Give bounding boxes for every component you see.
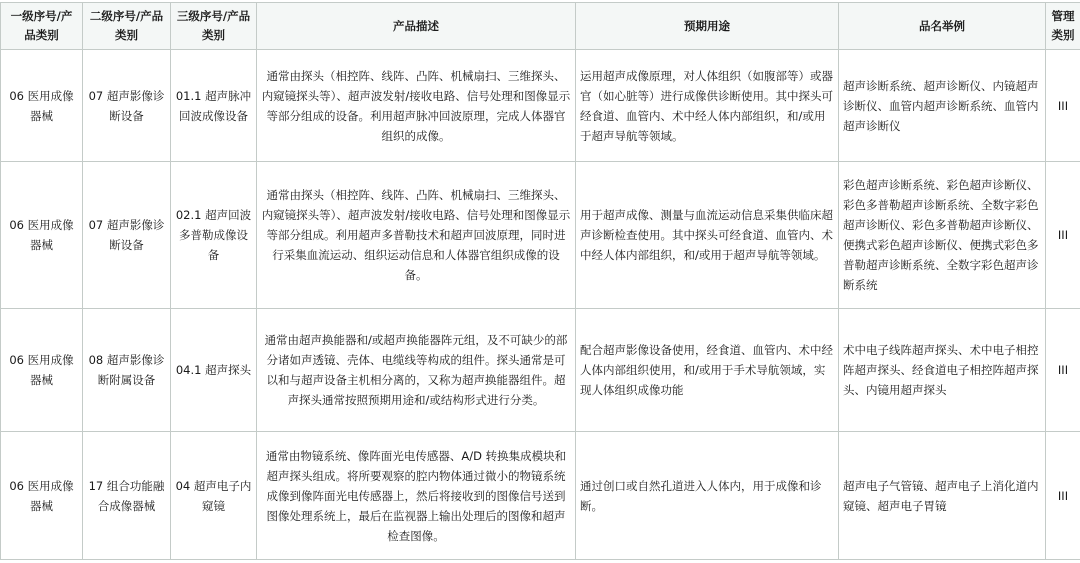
cell-intended-use: 配合超声影像设备使用，经食道、血管内、术中经人体内部组织使用，和/或用于手术导航领域，实现人体组织成像功能	[576, 309, 839, 432]
cell-examples: 术中电子线阵超声探头、术中电子相控阵超声探头、经食道电子相控阵超声探头、内镜用超声探头	[839, 309, 1046, 432]
cell-level1: 06 医用成像器械	[1, 50, 83, 162]
table-row	[1, 432, 1080, 560]
header-examples: 品名举例	[839, 3, 1046, 50]
table-row	[1, 162, 1080, 309]
header-level2: 二级序号/产品类别	[83, 3, 171, 50]
cell-level2: 17 组合功能融合成像器械	[83, 432, 171, 560]
cell-examples: 超声电子气管镜、超声电子上消化道内窥镜、超声电子胃镜	[839, 432, 1046, 560]
cell-level2: 07 超声影像诊断设备	[83, 50, 171, 162]
cell-management: III	[1046, 309, 1080, 432]
cell-intended-use: 用于超声成像、测量与血流运动信息采集供临床超声诊断检查使用。其中探头可经食道、血管内、术中经人体内部组织，和/或用于超声导航等领域。	[576, 162, 839, 309]
table-row	[1, 50, 1080, 162]
cell-level3: 02.1 超声回波多普勒成像设备	[171, 162, 257, 309]
cell-management: III	[1046, 432, 1080, 560]
table-row	[1, 309, 1080, 432]
cell-description: 通常由超声换能器和/或超声换能器阵元组，及不可缺少的部分诸如声透镜、壳体、电缆线等构成的组件。探头通常是可以和与超声设备主机相分离的，又称为超声换能器组件。超声探头通常按照预期用途和/或结构形式进行分类。	[257, 309, 576, 432]
cell-level1: 06 医用成像器械	[1, 309, 83, 432]
header-level3: 三级序号/产品类别	[171, 3, 257, 50]
cell-description: 通常由探头（相控阵、线阵、凸阵、机械扇扫、三维探头、内窥镜探头等）、超声波发射/接收电路、信号处理和图像显示等部分组成。利用超声多普勒技术和超声回波原理，同时进行采集血流运动、组织运动信息和人体器官组织成像的设备。	[257, 162, 576, 309]
cell-examples: 超声诊断系统、超声诊断仪、内镜超声诊断仪、血管内超声诊断系统、血管内超声诊断仪	[839, 50, 1046, 162]
cell-intended-use: 运用超声成像原理，对人体组织（如腹部等）或器官（如心脏等）进行成像供诊断使用。其中探头可经食道、血管内、术中经人体内部组织，和/或用于超声导航等领域。	[576, 50, 839, 162]
cell-level2: 07 超声影像诊断设备	[83, 162, 171, 309]
cell-description: 通常由物镜系统、像阵面光电传感器、A/D 转换集成模块和超声探头组成。将所要观察的腔内物体通过微小的物镜系统成像到像阵面光电传感器上，然后将接收到的图像信号送到图像处理系统上，最后在监视器上输出处理后的图像和超声检查图像。	[257, 432, 576, 560]
header-description: 产品描述	[257, 3, 576, 50]
cell-intended-use: 通过创口或自然孔道进入人体内，用于成像和诊断。	[576, 432, 839, 560]
cell-management: III	[1046, 50, 1080, 162]
classification-table	[0, 2, 1080, 560]
header-management: 管理类别	[1046, 3, 1080, 50]
cell-level3: 01.1 超声脉冲回波成像设备	[171, 50, 257, 162]
cell-description: 通常由探头（相控阵、线阵、凸阵、机械扇扫、三维探头、内窥镜探头等）、超声波发射/接收电路、信号处理和图像显示等部分组成的设备。利用超声脉冲回波原理，完成人体器官组织的成像。	[257, 50, 576, 162]
cell-level1: 06 医用成像器械	[1, 162, 83, 309]
cell-examples: 彩色超声诊断系统、彩色超声诊断仪、彩色多普勒超声诊断系统、全数字彩色超声诊断仪、彩色多普勒超声诊断仪、便携式彩色超声诊断仪、便携式彩色多普勒超声诊断系统、全数字彩色超声诊断系统	[839, 162, 1046, 309]
cell-level3: 04.1 超声探头	[171, 309, 257, 432]
cell-management: III	[1046, 162, 1080, 309]
header-level1: 一级序号/产品类别	[1, 3, 83, 50]
cell-level1: 06 医用成像器械	[1, 432, 83, 560]
header-intended-use: 预期用途	[576, 3, 839, 50]
cell-level3: 04 超声电子内窥镜	[171, 432, 257, 560]
header-row	[1, 3, 1080, 50]
cell-level2: 08 超声影像诊断附属设备	[83, 309, 171, 432]
